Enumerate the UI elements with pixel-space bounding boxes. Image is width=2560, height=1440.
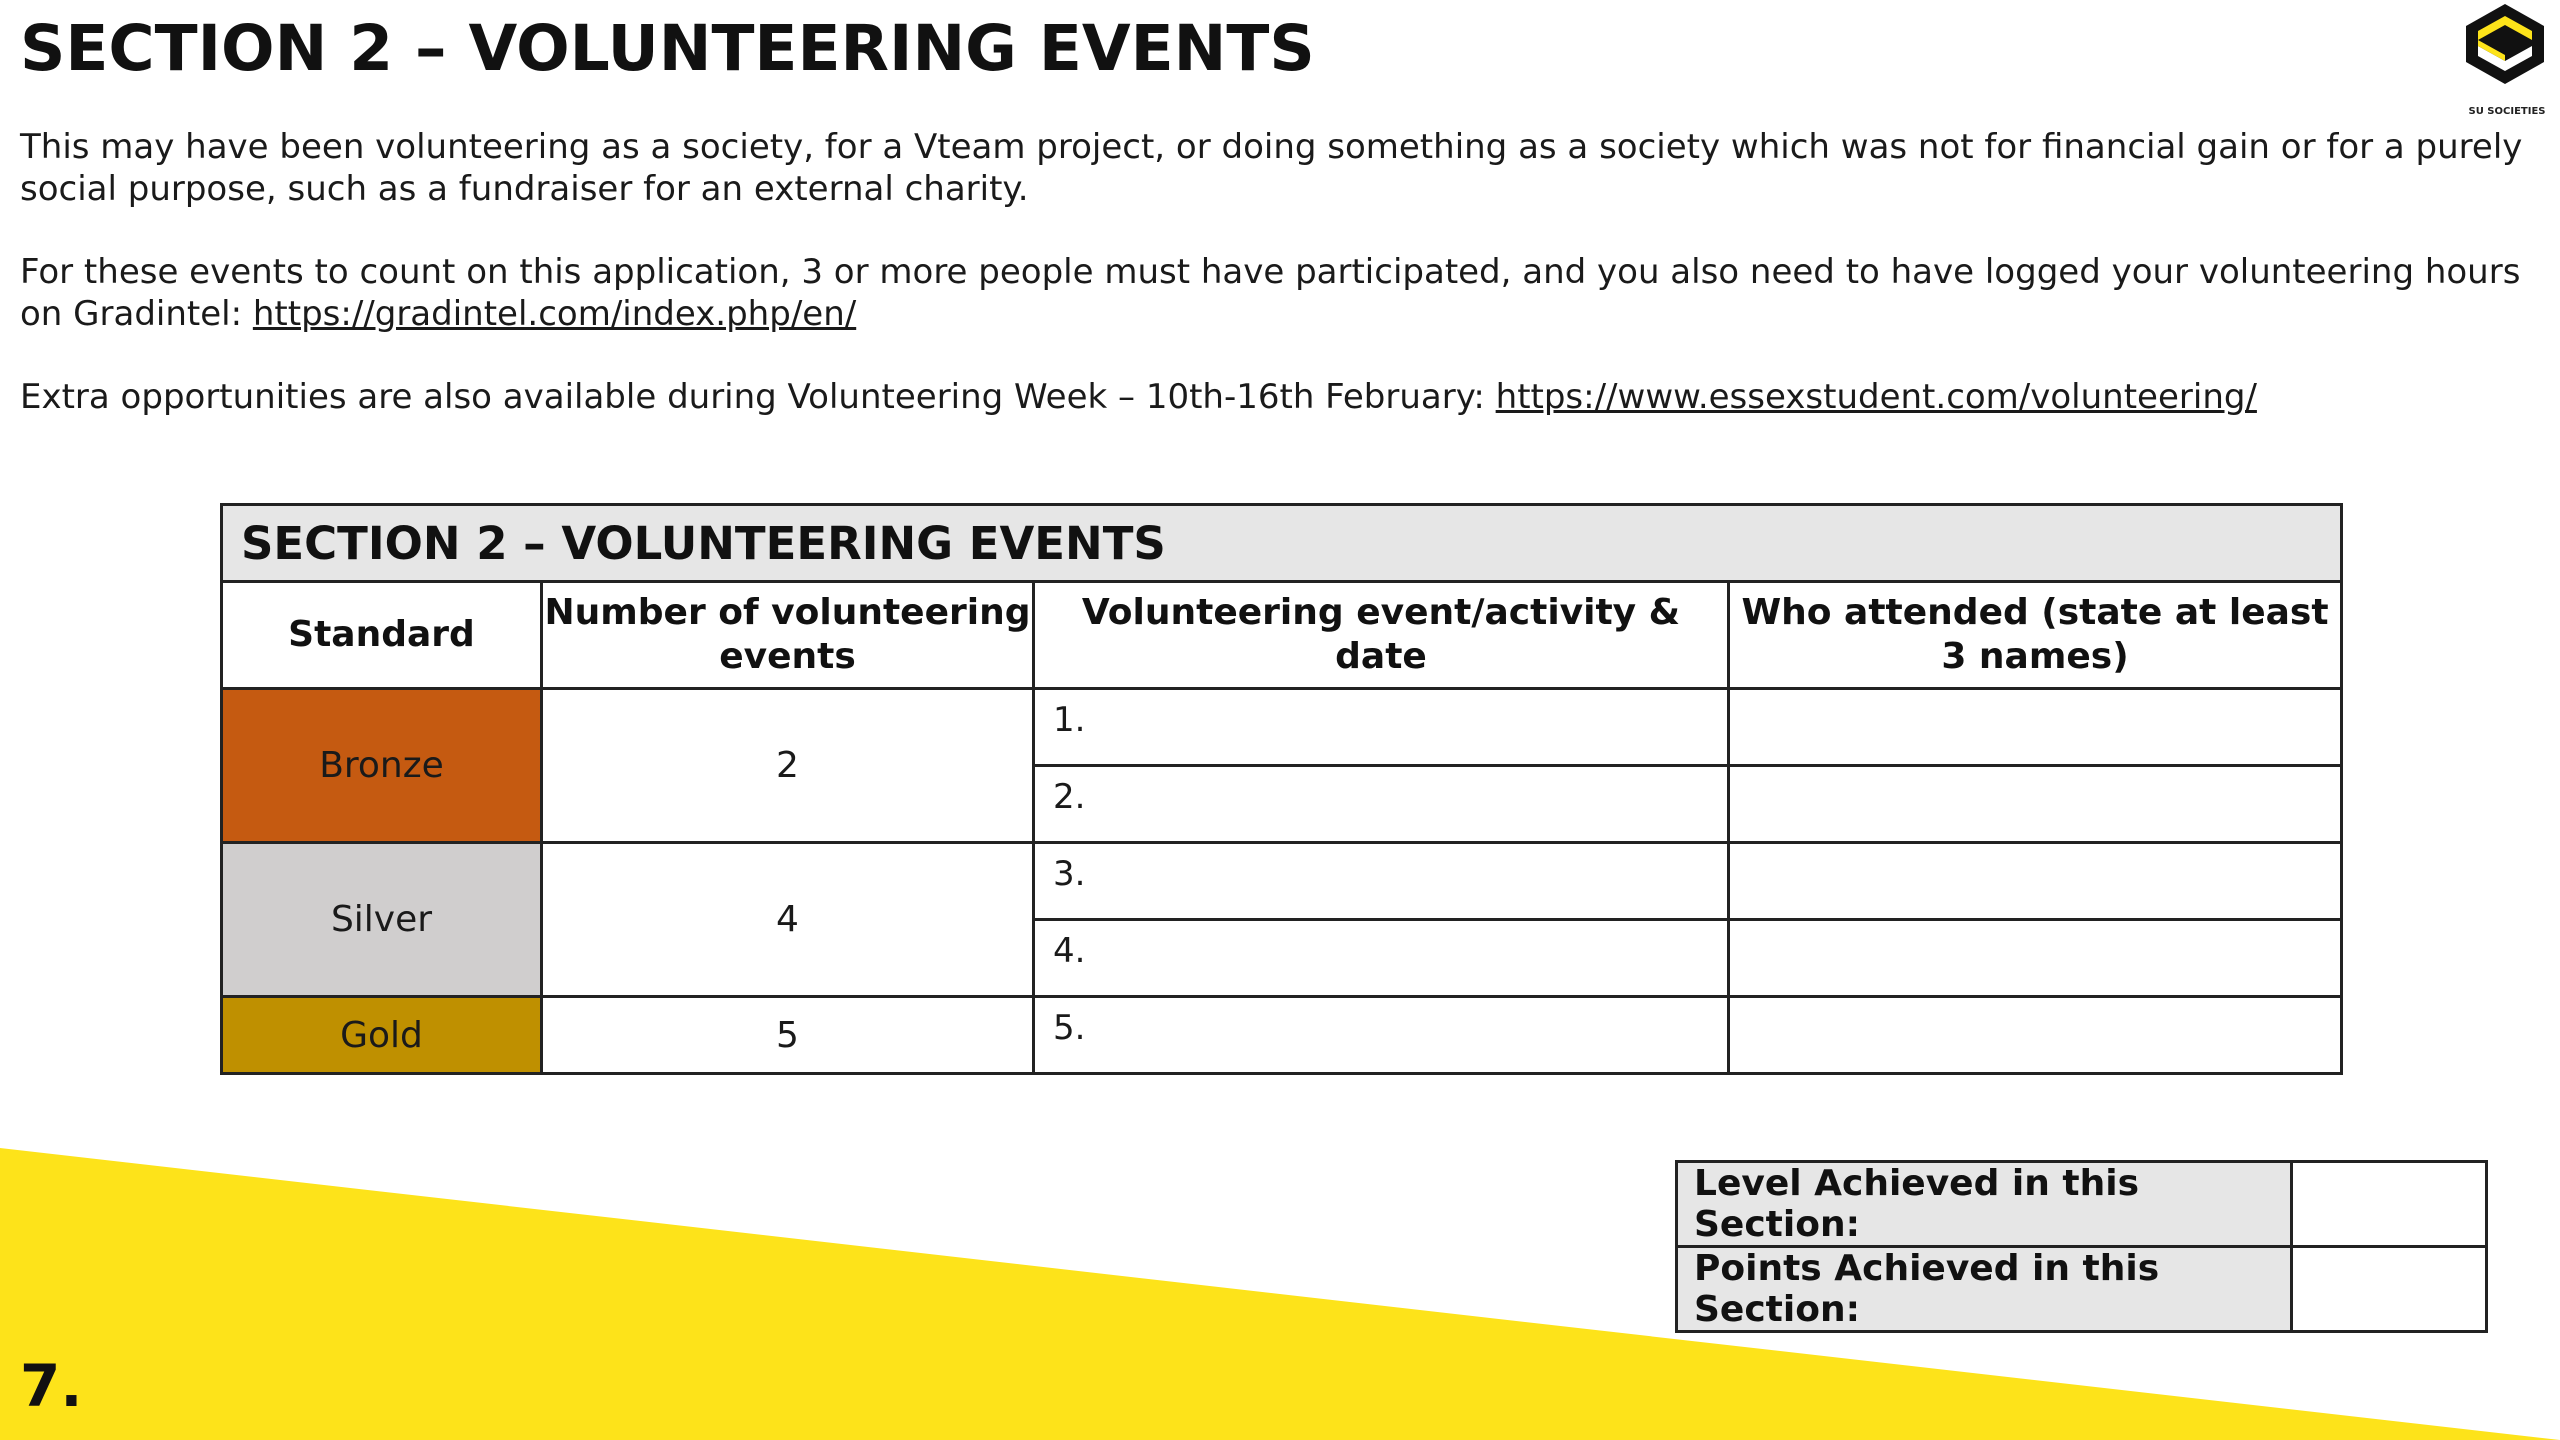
gradintel-link[interactable]: https://gradintel.com/index.php/en/ (252, 294, 857, 334)
number-bronze: 2 (542, 689, 1034, 843)
volunteering-events-table (220, 503, 2343, 1075)
intro-paragraph-3 (20, 376, 2540, 418)
intro-paragraph-2 (20, 251, 2540, 335)
page-number: 7. (20, 1352, 83, 1420)
event-cell-3[interactable]: 3. (1034, 843, 1729, 920)
column-header-standard: Standard (222, 582, 542, 689)
event-cell-1[interactable]: 1. (1034, 689, 1729, 766)
level-achieved-label: Level Achieved in this Section: (1677, 1162, 2292, 1247)
standard-bronze: Bronze (222, 689, 542, 843)
event-cell-5[interactable]: 5. (1034, 997, 1729, 1074)
event-cell-2[interactable]: 2. (1034, 766, 1729, 843)
volunteering-link[interactable]: https://www.essexstudent.com/volunteering/ (1495, 377, 2257, 417)
attended-cell-1[interactable] (1729, 689, 2342, 766)
volunteering-week-text: Extra opportunities are also available during Volunteering Week – 10th-16th February: (20, 377, 1496, 417)
intro-paragraph-1: This may have been volunteering as a society, for a Vteam project, or doing something as a society which was not for financial gain or for a purely social purpose, such as a fundraiser for an external charity. (20, 127, 2523, 209)
number-gold: 5 (542, 997, 1034, 1074)
attended-cell-4[interactable] (1729, 920, 2342, 997)
su-societies-logo (2460, 0, 2550, 120)
attended-cell-3[interactable] (1729, 843, 2342, 920)
event-cell-4[interactable]: 4. (1034, 920, 1729, 997)
standard-gold: Gold (222, 997, 542, 1074)
standard-silver: Silver (222, 843, 542, 997)
attended-cell-5[interactable] (1729, 997, 2342, 1074)
attended-cell-2[interactable] (1729, 766, 2342, 843)
table-title: SECTION 2 – VOLUNTEERING EVENTS (222, 505, 2342, 582)
points-achieved-label: Points Achieved in this Section: (1677, 1247, 2292, 1332)
intro-text (20, 126, 2540, 459)
column-header-number: Number of volunteering events (542, 582, 1034, 689)
gradintel-text: For these events to count on this application, 3 or more people must have participated, and you also need to have logged your volunteering hours on Gradintel: (20, 252, 2521, 334)
column-header-event: Volunteering event/activity & date (1034, 582, 1729, 689)
logo-icon (2466, 4, 2544, 84)
logo-caption: SU SOCIETIES (2468, 106, 2546, 117)
section-summary-table (1675, 1160, 2488, 1333)
level-achieved-field[interactable] (2292, 1162, 2487, 1247)
number-silver: 4 (542, 843, 1034, 997)
page-title: SECTION 2 – VOLUNTEERING EVENTS (20, 12, 1315, 85)
points-achieved-field[interactable] (2292, 1247, 2487, 1332)
column-header-attended: Who attended (state at least 3 names) (1729, 582, 2342, 689)
